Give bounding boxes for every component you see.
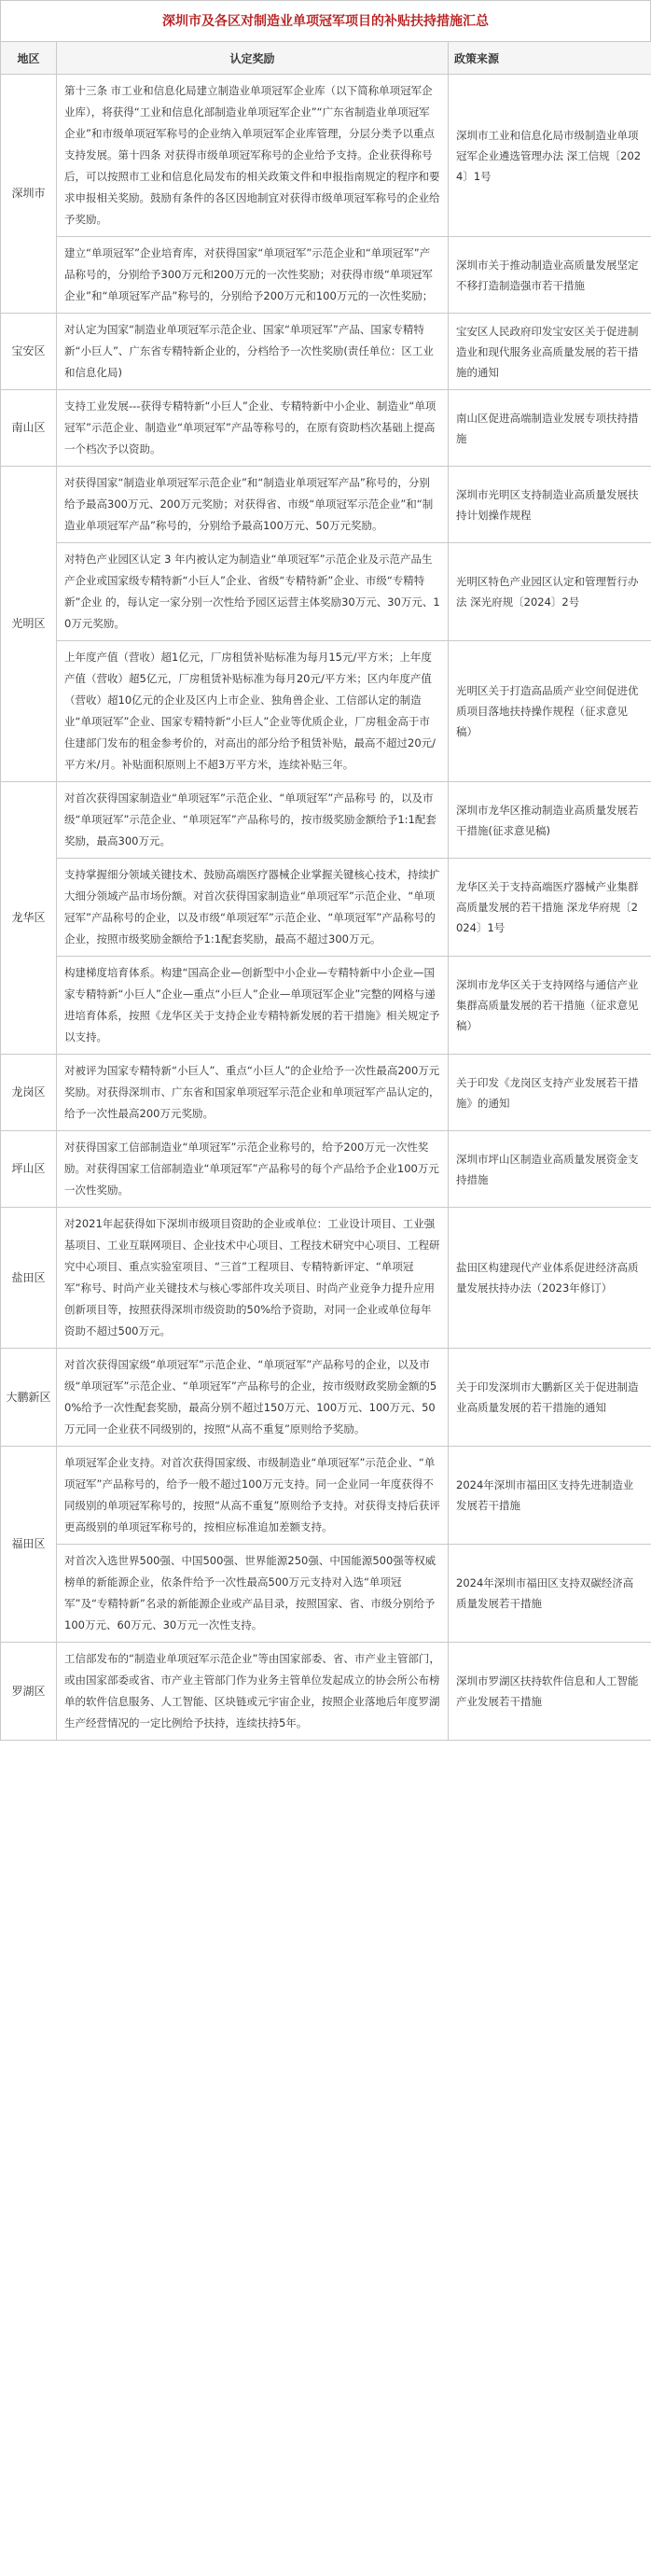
table-row — [1, 1131, 651, 1208]
reward-cell: 上年度产值（营收）超1亿元，厂房租赁补贴标准为每月15元/平方米；上年度产值（营收）超5亿元，厂房租赁补贴标准为每月20元/平方米；区内年度产值（营收）超10亿元的企业及区内上市企业、独角兽企业、工信部认定的制造业“单项冠军”企业、国家专精特新“小巨人”企业等优质企业，厂房租金高于市住建部门发布的租金参考价的，对高出的部分给予租赁补贴，最高不超过20元/平方米/月。补贴面积原则上不超3万平方米，连续补贴三年。 — [57, 641, 449, 782]
reward-cell: 支持掌握细分领域关键技术、鼓励高端医疗器械企业掌握关键核心技术，持续扩大细分领域产品市场份额。对首次获得国家制造业“单项冠军”示范企业、“单项冠军”产品称号的企业，以及市级“单项冠军”示范企业、“单项冠军”产品称号的企业，按照市级奖励金额给予1:1配套奖励，最高不超过300万元。 — [57, 859, 449, 957]
reward-cell: 对首次获得国家制造业“单项冠军”示范企业、“单项冠军”产品称号 的，以及市级“单项冠军”示范企业、“单项冠军”产品称号的，按市级奖励金额给予1:1配套奖励，最高300万元。 — [57, 782, 449, 859]
reward-cell: 工信部发布的“制造业单项冠军示范企业”等由国家部委、省、市产业主管部门，或由国家部委或省、市产业主管部门作为业务主管单位发起成立的协会所公布榜单的软件信息服务、人工智能、区块链或元宇宙企业，按照企业落地后年度罗湖生产经营情况的一定比例给予扶持，连续扶持5年。 — [57, 1643, 449, 1741]
reward-cell: 对特色产业园区认定 3 年内被认定为制造业“单项冠军”示范企业及示范产品生产企业或国家级专精特新“小巨人”企业、省级“专精特新”企业、市级“专精特新”企业 的，每认定一家分别一次性给予园区运营主体奖励30万元、30万元、10万元奖励。 — [57, 543, 449, 641]
policy-cell: 2024年深圳市福田区支持先进制造业发展若干措施 — [449, 1447, 651, 1545]
region-cell: 光明区 — [1, 467, 57, 782]
table-row — [1, 1643, 651, 1741]
policy-cell: 深圳市工业和信息化局市级制造业单项冠军企业遴选管理办法 深工信规〔2024〕1号 — [449, 75, 651, 237]
table-row — [1, 1208, 651, 1349]
policy-cell: 关于印发《龙岗区支持产业发展若干措施》的通知 — [449, 1055, 651, 1131]
reward-cell: 第十三条 市工业和信息化局建立制造业单项冠军企业库（以下简称单项冠军企业库），将获得“工业和信息化部制造业单项冠军企业”“广东省制造业单项冠军企业”和市级单项冠军称号的企业纳入单项冠军企业库管理，分层分类予以重点支持发展。第十四条 对获得市级单项冠军称号的企业给予支持。企业获得称号后，可以按照市工业和信息化局发布的相关政策文件和申报指南规定的程序和要求申报相关奖励。鼓励有条件的各区因地制宜对获得市级单项冠军称号的企业给予奖励。 — [57, 75, 449, 237]
table-row — [1, 237, 651, 314]
region-cell: 龙华区 — [1, 782, 57, 1055]
reward-cell: 对获得国家工信部制造业“单项冠军”示范企业称号的，给予200万元一次性奖励。对获得国家工信部制造业“单项冠军”产品称号的每个产品给予企业100万元一次性奖励。 — [57, 1131, 449, 1208]
reward-cell: 支持工业发展---获得专精特新“小巨人”企业、专精特新中小企业、制造业“单项冠军”示范企业、制造业“单项冠军”产品等称号的，在原有资助档次基础上提高一个档次予以资助。 — [57, 390, 449, 467]
reward-cell: 单项冠军企业支持。对首次获得国家级、市级制造业“单项冠军”示范企业、“单项冠军”产品称号的，给予一般不超过100万元支持。同一企业同一年度获得不同级别的单项冠军称号的，按照“从高不重复”原则给予支持。对获得支持后获评更高级别的单项冠军称号的，按相应标准追加差额支持。 — [57, 1447, 449, 1545]
table-row — [1, 390, 651, 467]
policy-cell: 宝安区人民政府印发宝安区关于促进制造业和现代服务业高质量发展的若干措施的通知 — [449, 314, 651, 390]
region-cell: 福田区 — [1, 1447, 57, 1643]
subsidy-table — [0, 41, 651, 1741]
table-row — [1, 467, 651, 543]
table-row — [1, 957, 651, 1055]
header-region: 地区 — [1, 42, 57, 75]
reward-cell: 对被评为国家专精特新“小巨人”、重点“小巨人”的企业给予一次性最高200万元奖励。对获得深圳市、广东省和国家单项冠军示范企业和单项冠军产品认定的，给予一次性最高200万元奖励。 — [57, 1055, 449, 1131]
reward-cell: 对2021年起获得如下深圳市级项目资助的企业或单位：工业设计项目、工业强基项目、工业互联网项目、企业技术中心项目、工程技术研究中心项目、工程研究中心项目、重点实验室项目、“三首”工程项目、专精特新评定、“单项冠军”称号、时尚产业关键技术与核心零部件攻关项目、时尚产业竞争力提升应用创新项目等，按照获得深圳市级资助的50%给予资助，对同一企业或单位每年资助不超过500万元。 — [57, 1208, 449, 1349]
table-row — [1, 782, 651, 859]
reward-cell: 构建梯度培育体系。构建“国高企业—创新型中小企业—专精特新中小企业—国家专精特新“小巨人”企业—重点“小巨人”企业—单项冠军企业”完整的网格与递进培育体系，按照《龙华区关于支持企业专精特新发展的若干措施》相关规定予以支持。 — [57, 957, 449, 1055]
region-cell: 龙岗区 — [1, 1055, 57, 1131]
policy-cell: 深圳市罗湖区扶持软件信息和人工智能产业发展若干措施 — [449, 1643, 651, 1741]
policy-cell: 深圳市龙华区推动制造业高质量发展若干措施(征求意见稿) — [449, 782, 651, 859]
reward-cell: 建立“单项冠军”企业培育库，对获得国家“单项冠军”示范企业和“单项冠军”产品称号的，分别给予300万元和200万元的一次性奖励；对获得市级“单项冠军企业”和“单项冠军产品”称号的，分别给予200万元和100万元的一次性奖励； — [57, 237, 449, 314]
reward-cell: 对首次获得国家级“单项冠军”示范企业、“单项冠军”产品称号的企业，以及市级“单项冠军”示范企业、“单项冠军”产品称号的企业，按市级财政奖励金额的50%给予一次性配套奖励，最高分别不超过150万元、100万元、100万元、50万元同一企业获不同级别的，按照“从高不重复”原则给予奖励。 — [57, 1349, 449, 1447]
region-cell: 坪山区 — [1, 1131, 57, 1208]
policy-cell: 光明区关于打造高品质产业空间促进优质项目落地扶持操作规程（征求意见稿） — [449, 641, 651, 782]
policy-cell: 南山区促进高端制造业发展专项扶持措施 — [449, 390, 651, 467]
policy-cell: 深圳市坪山区制造业高质量发展资金支持措施 — [449, 1131, 651, 1208]
table-row — [1, 75, 651, 237]
table-row — [1, 1545, 651, 1643]
policy-cell: 光明区特色产业园区认定和管理暂行办法 深光府规〔2024〕2号 — [449, 543, 651, 641]
page-title: 深圳市及各区对制造业单项冠军项目的补贴扶持措施汇总 — [0, 0, 651, 41]
region-cell: 深圳市 — [1, 75, 57, 314]
reward-cell: 对首次入选世界500强、中国500强、世界能源250强、中国能源500强等权威榜单的新能源企业，依条件给予一次性最高500万元支持对入选“单项冠军”及“专精特新”名录的新能源企业或产品目录，按照国家、省、市级分别给予100万元、60万元、30万元一次性支持。 — [57, 1545, 449, 1643]
table-header-row — [1, 42, 651, 75]
region-cell: 罗湖区 — [1, 1643, 57, 1741]
reward-cell: 对获得国家“制造业单项冠军示范企业”和“制造业单项冠军产品”称号的，分别给予最高300万元、200万元奖励；对获得省、市级“单项冠军示范企业”和“制造业单项冠军产品”称号的，分别给予最高100万元、50万元奖励。 — [57, 467, 449, 543]
policy-cell: 盐田区构建现代产业体系促进经济高质量发展扶持办法（2023年修订） — [449, 1208, 651, 1349]
table-row — [1, 859, 651, 957]
region-cell: 盐田区 — [1, 1208, 57, 1349]
policy-cell: 关于印发深圳市大鹏新区关于促进制造业高质量发展的若干措施的通知 — [449, 1349, 651, 1447]
policy-cell: 深圳市光明区支持制造业高质量发展扶持计划操作规程 — [449, 467, 651, 543]
header-policy: 政策来源 — [449, 42, 651, 75]
region-cell: 宝安区 — [1, 314, 57, 390]
table-row — [1, 1055, 651, 1131]
region-cell: 南山区 — [1, 390, 57, 467]
region-cell: 大鹏新区 — [1, 1349, 57, 1447]
table-row — [1, 543, 651, 641]
header-reward: 认定奖励 — [57, 42, 449, 75]
policy-cell: 深圳市龙华区关于支持网络与通信产业集群高质量发展的若干措施（征求意见稿） — [449, 957, 651, 1055]
policy-cell: 龙华区关于支持高端医疗器械产业集群高质量发展的若干措施 深龙华府规〔2024〕1号 — [449, 859, 651, 957]
table-row — [1, 641, 651, 782]
table-row — [1, 314, 651, 390]
reward-cell: 对认定为国家“制造业单项冠军示范企业、国家“单项冠军”产品、国家专精特新“小巨人”、广东省专精特新企业的，分档给予一次性奖励(责任单位：区工业和信息化局) — [57, 314, 449, 390]
table-row — [1, 1447, 651, 1545]
policy-cell: 深圳市关于推动制造业高质量发展坚定不移打造制造强市若干措施 — [449, 237, 651, 314]
policy-cell: 2024年深圳市福田区支持双碳经济高质量发展若干措施 — [449, 1545, 651, 1643]
table-row — [1, 1349, 651, 1447]
